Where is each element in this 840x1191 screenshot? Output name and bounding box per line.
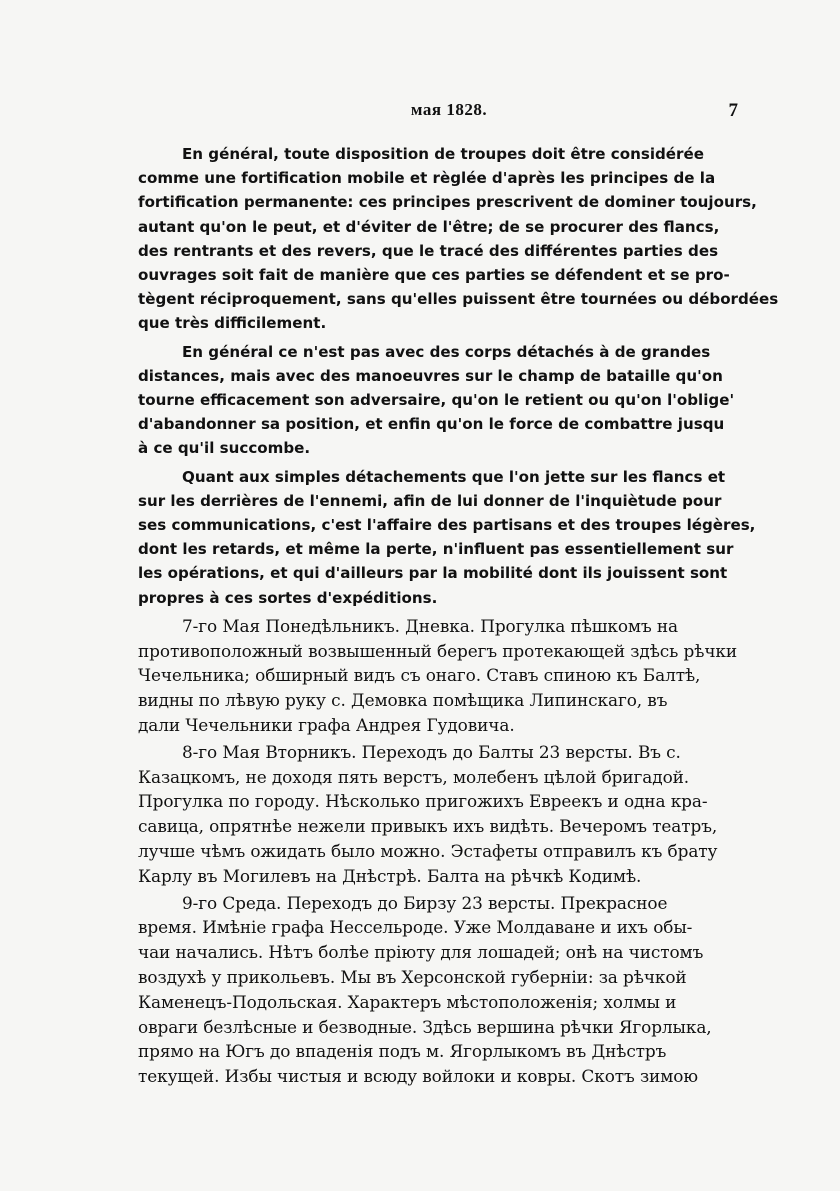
text-line: fortification permanente: ces principes prescrivent de dominer toujours, <box>138 193 757 212</box>
text-line: 9-го Среда. Переходъ до Бирзу 23 версты. Прекрасное <box>182 892 668 913</box>
text-line: d'abandonner sa position, et enfin qu'on le force de combattre jusqu <box>138 415 725 434</box>
text-line: воздухѣ у прикольевъ. Мы въ Херсонской губерніи: за рѣчкой <box>138 967 687 988</box>
russian-paragraph <box>138 740 736 889</box>
text-line: Карлу въ Могилевъ на Днѣстрѣ. Балта на рѣчкѣ Кодимѣ. <box>138 865 642 886</box>
text-line: tègent réciproquement, sans qu'elles puissent être tournées ou débordées <box>138 290 779 309</box>
text-line: distances, mais avec des manoeuvres sur le champ de bataille qu'on <box>138 366 723 385</box>
text-line: à ce qu'il succombe. <box>138 439 311 458</box>
text-line: лучше чѣмъ ожидать было можно. Эстафеты отправилъ къ брату <box>138 841 718 862</box>
french-paragraph <box>138 465 756 610</box>
text-line: des rentrants et des revers, que le tracé des différentes parties des <box>138 241 719 260</box>
text-body <box>138 142 779 1091</box>
text-line: Казацкомъ, не доходя пять верстъ, молебенъ цѣлой бригадой. <box>138 766 690 787</box>
text-line: савица, опрятнѣе нежели привыкъ ихъ видѣть. Вечеромъ театръ, <box>138 816 718 837</box>
text-line: dont les retards, et même la perte, n'influent pas essentiellement sur <box>138 540 734 559</box>
text-line: противоположный возвышенный берегъ протекающей здѣсь рѣчки <box>138 640 738 661</box>
text-line: Прогулка по городу. Нѣсколько пригожихъ Евреекъ и одна кра- <box>138 791 708 812</box>
russian-paragraph <box>138 891 736 1089</box>
text-line: чаи начались. Нѣтъ болѣе пріюту для лошадей; онѣ на чистомъ <box>138 942 704 963</box>
text-line: Чечельника; обширный видъ съ онаго. Ставъ спиною къ Балтѣ, <box>138 665 701 686</box>
text-line: tourne efficacement son adversaire, qu'on le retient ou qu'on l'oblige' <box>138 391 735 410</box>
text-line: que très difficilement. <box>138 314 327 333</box>
text-line: propres à ces sortes d'expéditions. <box>138 588 438 607</box>
text-line: autant qu'on le peut, et d'éviter de l'être; de se procurer des flancs, <box>138 217 720 236</box>
text-line: En général ce n'est pas avec des corps détachés à de grandes <box>182 342 711 361</box>
text-line: овраги безлѣсные и безводные. Здѣсь вершина рѣчки Ягорлыка, <box>138 1016 712 1037</box>
text-line: время. Имѣніе графа Нессельроде. Уже Молдаване и ихъ обы- <box>138 917 693 938</box>
french-paragraph <box>138 142 779 336</box>
text-line: видны по лѣвую руку с. Демовка помѣщика Липинскаго, въ <box>138 690 668 711</box>
page-header <box>160 100 738 126</box>
page-number: 7 <box>728 100 738 121</box>
russian-paragraph <box>138 614 736 738</box>
text-line: 7-го Мая Понедѣльникъ. Дневка. Прогулка пѣшкомъ на <box>182 615 678 636</box>
text-line: Каменецъ-Подольская. Характеръ мѣстоположенія; холмы и <box>138 991 677 1012</box>
text-line: дали Чечельники графа Андрея Гудовича. <box>138 715 515 736</box>
text-line: 8-го Мая Вторникъ. Переходъ до Балты 23 версты. Въ с. <box>182 741 681 762</box>
text-line: ouvrages soit fait de manière que ces parties se défendent et se pro- <box>138 266 730 285</box>
text-line: текущей. Избы чистыя и всюду войлоки и ковры. Скотъ зимою <box>138 1066 698 1087</box>
text-line: les opérations, et qui d'ailleurs par la mobilité dont ils jouissent sont <box>138 564 728 583</box>
running-head: мая 1828. <box>410 100 488 119</box>
french-paragraph <box>138 340 736 461</box>
text-line: прямо на Югъ до впаденія подъ м. Ягорлыкомъ въ Днѣстръ <box>138 1041 667 1062</box>
text-line: En général, toute disposition de troupes doit être considérée <box>182 145 704 163</box>
text-line: sur les derrières de l'ennemi, afin de lui donner de l'inquiètude pour <box>138 491 722 510</box>
text-line: Quant aux simples détachements que l'on jette sur les flancs et <box>182 467 726 486</box>
text-line: ses communications, c'est l'affaire des partisans et des troupes légères, <box>138 516 756 535</box>
text-line: comme une fortification mobile et règlée d'après les principes de la <box>138 169 716 188</box>
